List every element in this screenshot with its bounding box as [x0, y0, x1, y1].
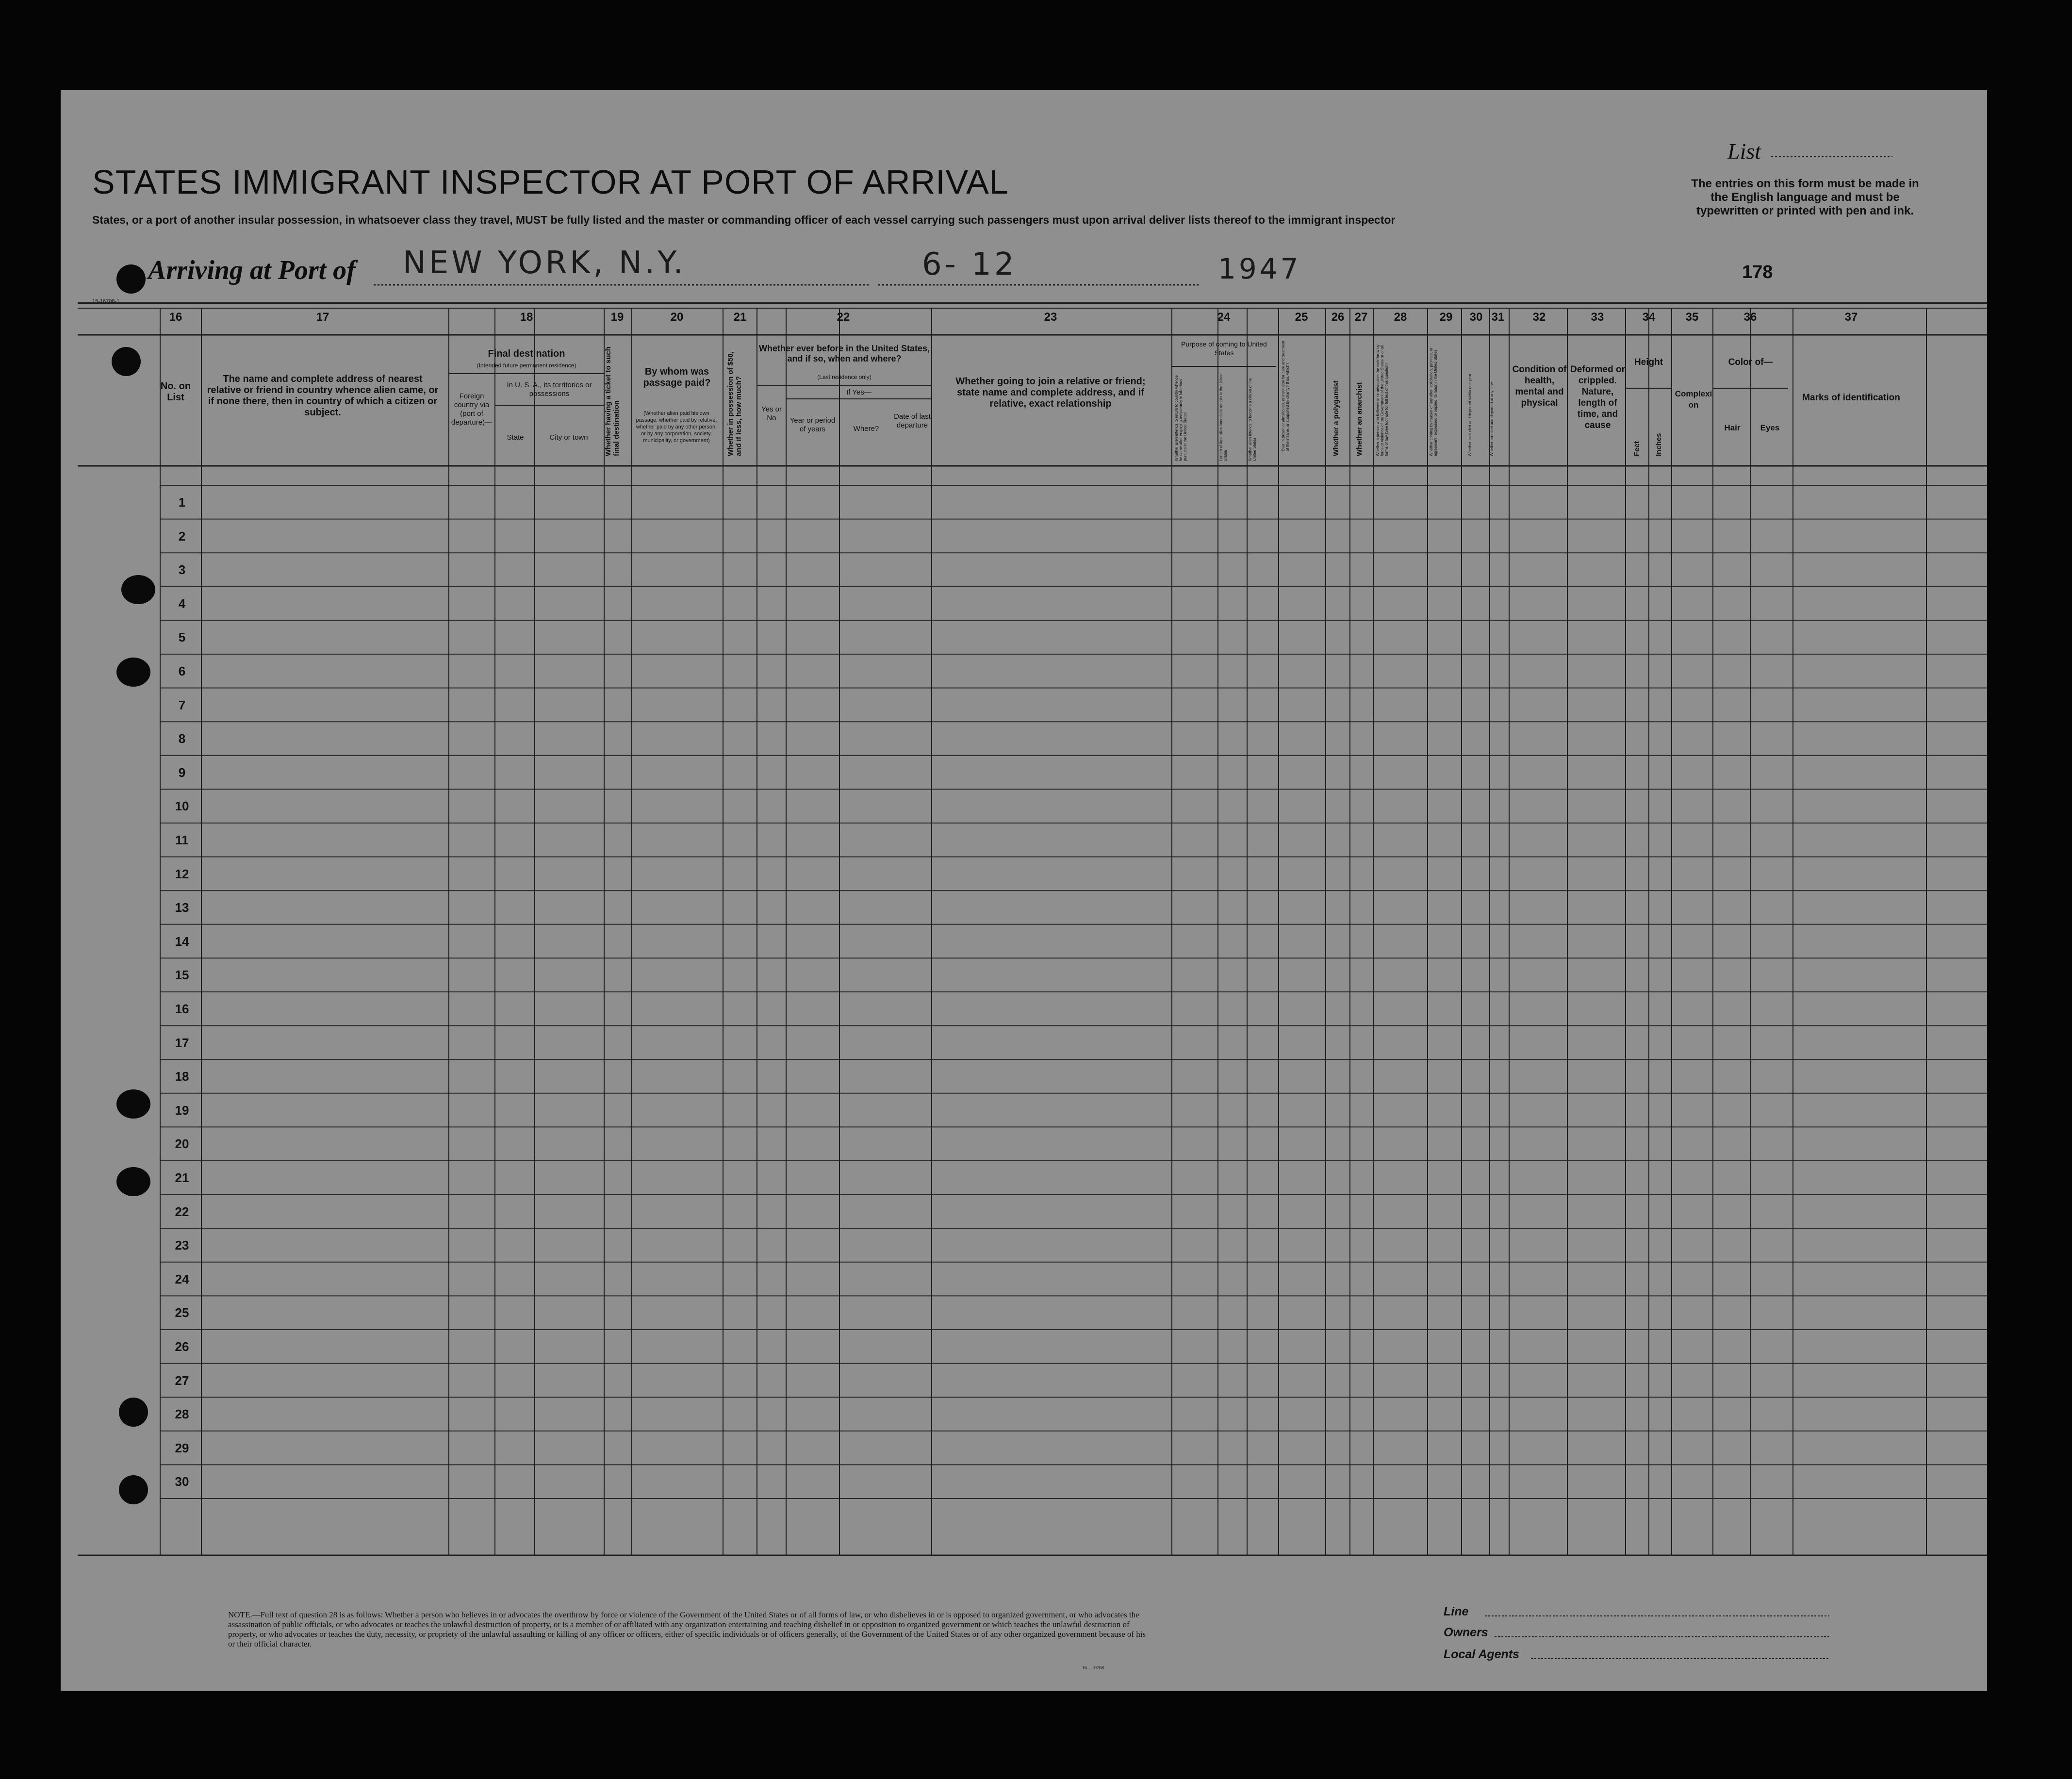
row-number: 7	[178, 697, 186, 712]
header-inches: Inches	[1655, 433, 1663, 456]
header-overthrow: Whether a person who believes in or advocates the overthrow by force or violence of the Government of the United States or of all forms of law (See footnote for full text of this question)	[1376, 345, 1389, 456]
col-num-18: 18	[520, 311, 533, 324]
form-number: 15-16708-1	[92, 298, 120, 304]
row-number: 6	[178, 664, 186, 678]
col-num-17: 17	[316, 311, 329, 324]
col-num-20: 20	[670, 311, 684, 324]
footnote: NOTE.—Full text of question 28 is as follows: Whether a person who believes in or advocates the overthrow by force or violence of the Government of the United States or of all forms of law, or who disbelieves in or is opposed to organized government, or who advocates the assassination of public officials, or who advocates or teaches the unlawful destruction of property, or is a member of or affiliated with any organization entertaining and teaching disbelief in or opposition to organized government or which teaches the unlawful destruction of property, or who advocates or teaches the duty, necessity, or propriety of the unlawful assaulting or killing of any officer or officers, either of specific individuals or of officers generally, of the Government of the United States or of any other organized government because of his or their official character.	[228, 1610, 1146, 1648]
line-label: Line	[1444, 1605, 1469, 1618]
col-num-19: 19	[610, 311, 624, 324]
header-health: Condition of health, mental and physical	[1512, 364, 1567, 408]
header-purpose: Purpose of coming to United States	[1181, 340, 1267, 357]
col-num-16: 16	[169, 311, 182, 324]
year-handwritten: 1947	[1218, 252, 1301, 285]
header-if-yes: If Yes—	[846, 388, 872, 396]
header-prison: Ever in prison or almshouse, or institution for care and treatment of the insane, or supported by charity? If so, which?	[1281, 341, 1290, 451]
col-num-30: 30	[1469, 311, 1483, 324]
header-height: Height	[1634, 357, 1663, 367]
form-code: 16—10708	[1082, 1665, 1104, 1671]
row-number: 26	[175, 1339, 189, 1354]
header-foreign-country: Foreign country via (port of departure)—	[451, 392, 493, 427]
row-number: 16	[175, 1002, 189, 1016]
header-excluded: Whether excluded and deported within one year	[1468, 374, 1472, 456]
header-purpose-v3: Whether alien intends to become a citizen of the United States	[1248, 378, 1257, 461]
col-num-37: 37	[1844, 311, 1858, 324]
port-handwritten: NEW YORK, N.Y.	[403, 245, 686, 281]
header-deformed: Deformed or crippled. Nature, length of time, and cause	[1570, 364, 1625, 430]
row-number: 12	[175, 866, 189, 881]
col-num-34: 34	[1642, 311, 1656, 324]
header-eyes: Eyes	[1760, 423, 1780, 432]
row-number: 23	[175, 1238, 189, 1253]
header-purpose-v1: Whether alien intends to return to country whence he came after engaging temporarily in laborious pursuits in the United States	[1174, 375, 1187, 461]
arriving-label: Arriving at Port of	[148, 255, 356, 285]
row-number: 20	[175, 1137, 189, 1152]
header-ever-before: Whether ever before in the United States, and if so, when and where?	[758, 344, 930, 363]
header-hair: Hair	[1724, 423, 1741, 432]
header-yes-no: Yes or No	[761, 405, 782, 422]
header-in-usa: In U. S. A., its territories or possessions	[507, 381, 592, 398]
row-number: 25	[175, 1305, 189, 1320]
row-number: 15	[175, 968, 189, 983]
col-num-27: 27	[1354, 311, 1368, 324]
col-num-25: 25	[1295, 311, 1308, 324]
header-color-of: Color of—	[1728, 357, 1773, 367]
header-ticket: Whether having a ticket to such final destination	[604, 346, 621, 456]
row-number: 8	[178, 731, 186, 746]
header-no-on-list: No. on List	[160, 381, 191, 403]
col-num-35: 35	[1685, 311, 1699, 324]
header-feet: Feet	[1633, 441, 1641, 456]
col-num-36: 36	[1743, 311, 1757, 324]
row-number: 2	[178, 528, 186, 544]
header-fifty-dollars: Whether in possession of $50, and if less, how much?	[726, 351, 743, 456]
row-number: 28	[175, 1407, 189, 1422]
row-number: 4	[178, 596, 186, 611]
row-number: 24	[175, 1271, 189, 1286]
row-number: 18	[175, 1069, 189, 1084]
row-number: 5	[178, 630, 186, 645]
col-num-29: 29	[1439, 311, 1453, 324]
row-number: 22	[175, 1204, 189, 1219]
row-number: 10	[175, 799, 189, 814]
header-arrested: Whether arrested and deported at any time	[1490, 382, 1494, 456]
row-number: 21	[175, 1170, 189, 1185]
header-final-destination: Final destination	[488, 348, 565, 359]
col-num-23: 23	[1044, 311, 1057, 324]
header-purpose-v2: Length of time alien intends to remain in the United States	[1219, 373, 1228, 461]
header-passage-paid-sub: (Whether alien paid his own passage, whether paid by relative, whether paid by any other person, or by any corporation, society, municipality, or government)	[636, 411, 717, 444]
header-city: City or town	[549, 433, 588, 442]
row-number: 13	[175, 900, 189, 915]
header-anarchist: Whether an anarchist	[1355, 382, 1364, 456]
col-num-24: 24	[1217, 311, 1231, 324]
list-label: List	[1727, 139, 1761, 164]
date-handwritten: 6- 12	[922, 247, 1017, 282]
col-num-32: 32	[1532, 311, 1546, 324]
col-num-22: 22	[837, 311, 850, 324]
header-state: State	[507, 433, 524, 442]
page-title: STATES IMMIGRANT INSPECTOR AT PORT OF ARRIVAL	[92, 163, 1009, 201]
local-agents-label: Local Agents	[1444, 1647, 1520, 1661]
row-number: 29	[175, 1440, 189, 1455]
page-subtitle: States, or a port of another insular possession, in whatsoever class they travel, MUST be fully listed and the master or commanding officer of each vessel carrying such passengers must upon arrival deliver lists thereof to the immigrant inspector	[92, 214, 1396, 226]
row-number: 30	[175, 1474, 189, 1489]
header-polygamist: Whether a polygamist	[1332, 380, 1340, 456]
col-num-31: 31	[1491, 311, 1505, 324]
header-year: Year or period of years	[789, 416, 836, 433]
page-number: 178	[1742, 262, 1773, 282]
col-num-28: 28	[1394, 311, 1407, 324]
row-number: 19	[175, 1103, 189, 1118]
row-number: 3	[178, 562, 186, 577]
col-num-21: 21	[733, 311, 747, 324]
row-number: 14	[175, 934, 189, 949]
header-passage-paid: By whom was passage paid?	[643, 366, 711, 388]
header-final-destination-sub: (Intended future permanent residence)	[477, 362, 576, 369]
owners-label: Owners	[1444, 1626, 1488, 1639]
header-join-relative: Whether going to join a relative or friend; state name and complete address, and if relative, exact relationship	[955, 376, 1146, 409]
header-offer-labor: Whether coming by reason of any offer, solicitation, promise, or agreement, expressed or implied, to labor in the United States	[1429, 347, 1438, 456]
language-notice: The entries on this form must be made in the English language and must be typewritten or printed with pen and ink.	[1691, 177, 1919, 217]
row-number: 9	[178, 765, 186, 780]
row-number: 11	[175, 833, 189, 847]
col-num-26: 26	[1331, 311, 1345, 324]
header-marks: Marks of identification	[1802, 393, 1900, 403]
row-number: 1	[178, 495, 186, 510]
header-last-departure: Date of last departure	[894, 412, 931, 429]
col-num-33: 33	[1591, 311, 1604, 324]
header-last-residence: (Last residence only)	[817, 374, 872, 380]
header-complexion: Complexion	[1675, 389, 1712, 410]
header-where: Where?	[853, 425, 879, 433]
row-number: 17	[175, 1035, 189, 1050]
row-number: 27	[175, 1373, 189, 1388]
header-nearest-relative: The name and complete address of nearest relative or friend in country whence alien came, or if none there, then in country of which a citizen or subject.	[207, 374, 439, 418]
